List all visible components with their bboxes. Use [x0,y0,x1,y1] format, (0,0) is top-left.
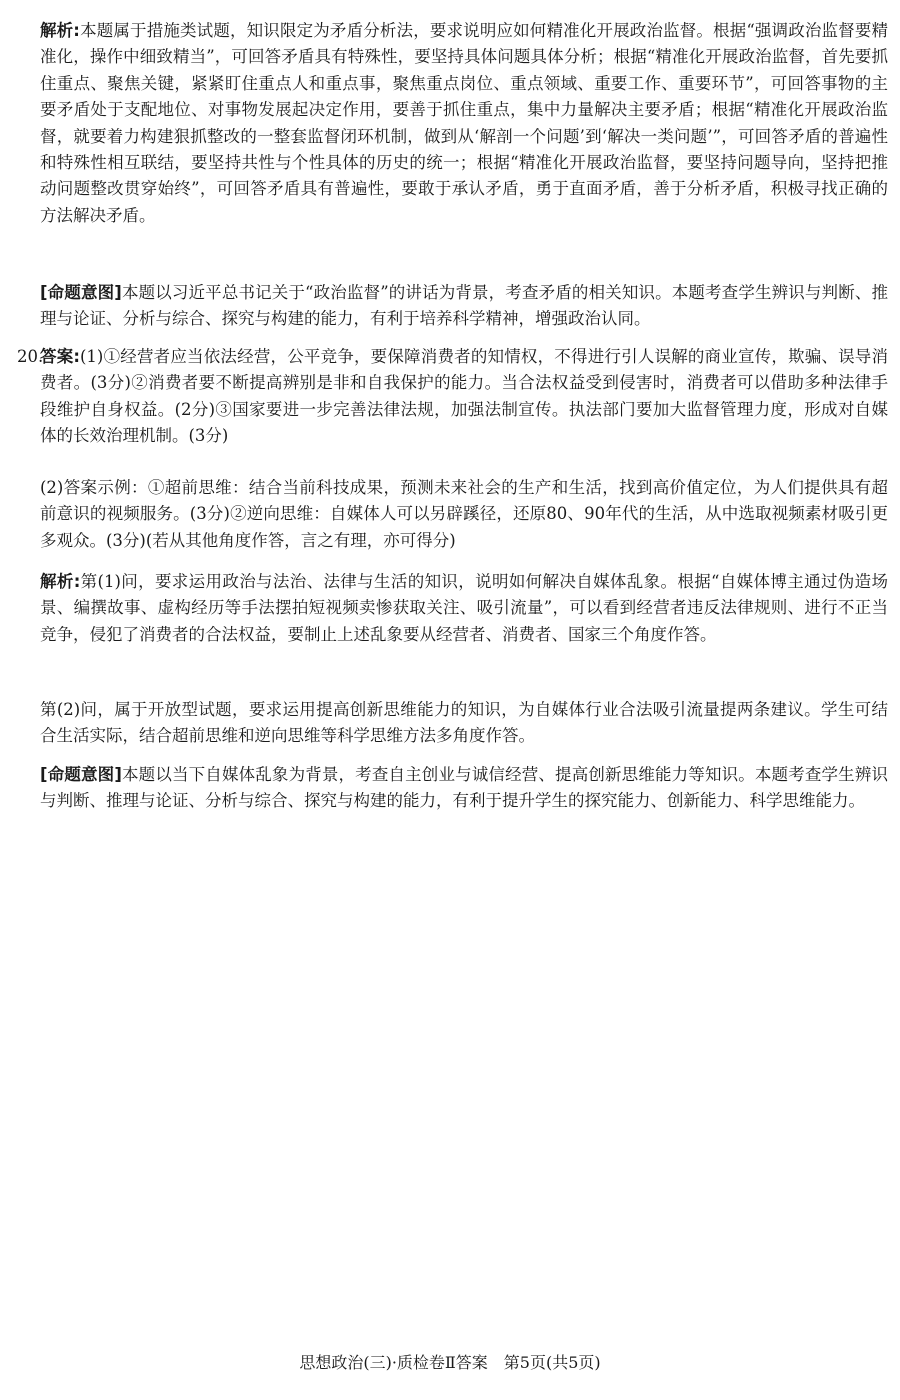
intent-label-20: [命题意图] [40,765,122,784]
analysis-paragraph-20 [40,569,888,648]
answer-paragraph-20-part1 [40,344,888,450]
analysis-paragraph-19 [40,18,888,229]
intent-text: 本题以习近平总书记关于“政治监督”的讲话为背景，考查矛盾的相关知识。本题考查学生辨识与判断、推理与论证、分析与综合、探究与构建的能力，有利于培养科学精神，增强政治认同。 [40,283,888,329]
analysis-text: 本题属于措施类试题，知识限定为矛盾分析法，要求说明应如何精准化开展政治监督。根据“强调政治监督要精准化，操作中细致精当”，可回答矛盾具有特殊性，要坚持具体问题具体分析；根据“精准化开展政治监督，首先要抓住重点、聚焦关键，紧紧盯住重点人和重点事，聚焦重点岗位、重点领域、重要工作、重要环节”，可回答事物的主要矛盾处于支配地位、对事物发展起决定作用，要善于抓住重点，集中力量解决主要矛盾；根据“精准化开展政治监督，就要着力构建狠抓整改的一整套监督闭环机制，做到从‘解剖一个问题’到‘解决一类问题’”，可回答矛盾的普遍性和特殊性相互联结，要坚持共性与个性具体的历史的统一；根据“精准化开展政治监督，要坚持问题导向，坚持把推动问题整改贯穿始终”，可回答矛盾具有普遍性，要敢于承认矛盾，勇于直面矛盾，善于分析矛盾，积极寻找正确的方法解决矛盾。 [40,21,888,225]
answer-text-part2: (2)答案示例：①超前思维：结合当前科技成果，预测未来社会的生产和生活，找到高价值定位，为人们提供具有超前意识的视频服务。(3分)②逆向思维：自媒体人可以另辟蹊径，还原80、90年代的生活，从中选取视频素材吸引更多观众。(3分)(若从其他角度作答，言之有理，亦可得分) [40,478,888,550]
question-number: 20. [17,347,44,366]
analysis-text-20: 第(1)问，要求运用政治与法治、法律与生活的知识，说明如何解决自媒体乱象。根据“自媒体博主通过伪造场景、编撰故事、虚构经历等手法摆拍短视频卖惨获取关注、吸引流量”，可以看到经营者违反法律规则、进行不正当竞争，侵犯了消费者的合法权益，要制止上述乱象要从经营者、消费者、国家三个角度作答。 [40,572,888,644]
analysis-label-20: 解析: [40,572,81,591]
intent-paragraph-20 [40,762,888,815]
answer-paragraph-20-part2 [40,475,888,554]
intent-label: [命题意图] [40,283,122,302]
answer-text-part1: (1)①经营者应当依法经营，公平竞争，要保障消费者的知情权，不得进行引人误解的商业宣传，欺骗、误导消费者。(3分)②消费者要不断提高辨别是非和自我保护的能力。当合法权益受到侵害时，消费者可以借助多种法律手段维护自身权益。(2分)③国家要进一步完善法律法规，加强法制宣传。执法部门要加大监督管理力度，形成对自媒体的长效治理机制。(3分) [40,347,888,446]
analysis-text-20-part2: 第(2)问，属于开放型试题，要求运用提高创新思维能力的知识，为自媒体行业合法吸引流量提两条建议。学生可结合生活实际，结合超前思维和逆向思维等科学思维方法多角度作答。 [40,700,888,746]
intent-text-20: 本题以当下自媒体乱象为背景，考查自主创业与诚信经营、提高创新思维能力等知识。本题考查学生辨识与判断、推理与论证、分析与综合、探究与构建的能力，有利于提升学生的探究能力、创新能力、科学思维能力。 [40,765,888,811]
answer-label: 答案: [40,347,80,366]
analysis-paragraph-20-part2 [40,697,888,750]
analysis-label: 解析: [40,21,80,40]
intent-paragraph-19 [40,280,888,333]
page-footer: 思想政治(三)·质检卷Ⅱ答案 第5页(共5页) [299,1353,601,1372]
